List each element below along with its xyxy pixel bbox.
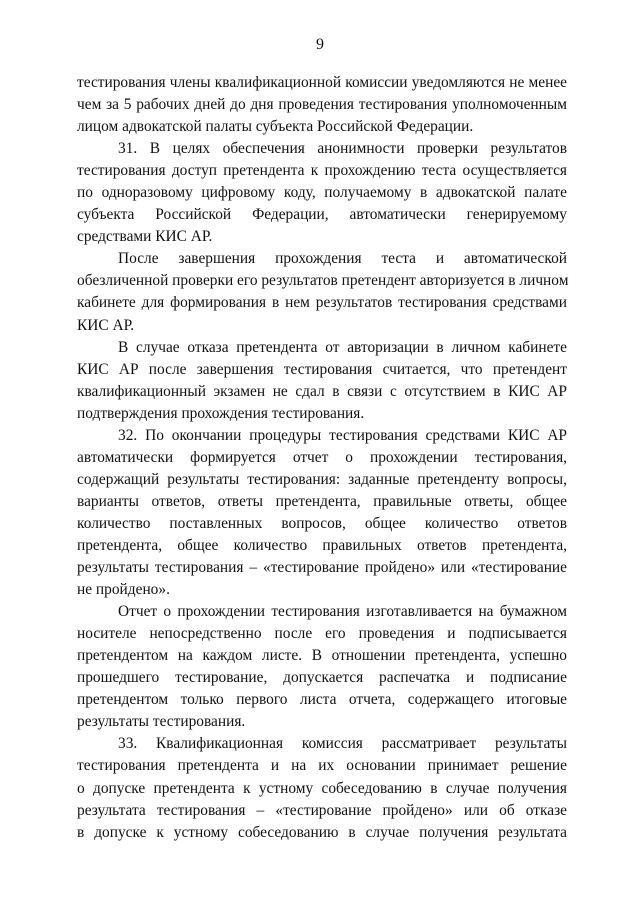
text-line: в допуске к устному собеседованию в случае получения результата — [77, 823, 567, 841]
document-body — [77, 72, 567, 844]
text-line: претендентом на каждом листе. В отношении претендента, успешно — [77, 647, 567, 665]
text-line: 33. Квалификационная комиссия рассматривает результаты — [118, 735, 567, 753]
text-line: претендентом только первого листа отчета, содержащего итоговые — [77, 691, 567, 709]
text-line: КИС АР. — [77, 316, 135, 334]
text-line: варианты ответов, ответы претендента, правильные ответы, общее — [77, 492, 567, 510]
text-line: лицом адвокатской палаты субъекта Российской Федерации. — [77, 118, 474, 136]
text-line: прошедшего тестирование, допускается распечатка и подписание — [77, 669, 567, 687]
text-line: Отчет о прохождении тестирования изготавливается на бумажном — [118, 603, 567, 621]
text-line: подтверждения прохождения тестирования. — [77, 404, 365, 422]
text-line: чем за 5 рабочих дней до дня проведения тестирования уполномоченным — [77, 96, 567, 114]
text-line: автоматически формируется отчет о прохождении тестирования, — [77, 448, 567, 466]
text-line: 32. По окончании процедуры тестирования средствами КИС АР — [118, 426, 567, 444]
text-line: результата тестирования – «тестирование пройдено» или об отказе — [77, 801, 567, 819]
text-line: результаты тестирования – «тестирование пройдено» или «тестирование — [77, 559, 567, 577]
text-line: количество поставленных вопросов, общее количество ответов — [77, 514, 567, 532]
text-line: кабинете для формирования в нем результатов тестирования средствами — [77, 294, 567, 312]
text-line: субъекта Российской Федерации, автоматически генерируемому — [77, 206, 567, 224]
text-line: по одноразовому цифровому коду, получаемому в адвокатской палате — [77, 184, 567, 202]
text-line: После завершения прохождения теста и автоматической — [118, 250, 567, 268]
text-line: тестирования претендента и на их основании принимает решение — [77, 757, 567, 775]
text-line: претендента, общее количество правильных ответов претендента, — [77, 536, 567, 554]
text-line: содержащий результаты тестирования: заданные претенденту вопросы, — [77, 470, 567, 488]
text-line: результаты тестирования. — [77, 713, 246, 731]
page-number: 9 — [316, 36, 324, 53]
text-line: тестирования члены квалификационной комиссии уведомляются не менее — [77, 74, 567, 91]
text-line: тестирования доступ претендента к прохождению теста осуществляется — [77, 162, 567, 180]
text-line: о допуске претендента к устному собеседованию в случае получения — [77, 779, 567, 797]
text-line: носителе непосредственно после его проведения и подписывается — [77, 625, 567, 643]
text-line: В случае отказа претендента от авторизации в личном кабинете — [118, 338, 567, 356]
text-line: средствами КИС АР. — [77, 228, 213, 246]
text-line: обезличенной проверки его результатов претендент авторизуется в личном — [77, 272, 569, 290]
text-line: не пройдено». — [77, 581, 170, 599]
text-line: 31. В целях обеспечения анонимности проверки результатов — [118, 140, 567, 158]
text-line: КИС АР после завершения тестирования считается, что претендент — [77, 360, 567, 378]
text-line: квалификационный экзамен не сдал в связи с отсутствием в КИС АР — [77, 382, 567, 400]
